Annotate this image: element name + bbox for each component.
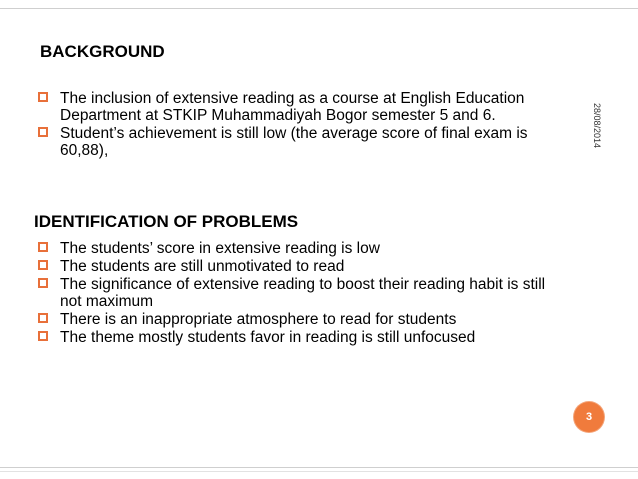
bottom-rule <box>0 467 638 468</box>
page-number-badge: 3 <box>574 402 604 432</box>
square-bullet-icon <box>38 313 48 323</box>
list-item-text: The significance of extensive reading to boost their reading habit is still not maximum <box>60 276 546 310</box>
list-item-text: Student’s achievement is still low (the average score of final exam is 60,88), <box>60 125 528 159</box>
square-bullet-icon <box>38 278 48 288</box>
list-item <box>38 276 548 310</box>
list-item <box>38 125 548 159</box>
list-item-text: The students’ score in extensive reading is low <box>60 240 380 257</box>
problems-heading: IDENTIFICATION OF PROBLEMS <box>34 212 299 231</box>
top-rule <box>0 8 638 9</box>
list-item-text: The theme mostly students favor in reading is still unfocused <box>60 329 476 346</box>
background-list <box>38 90 548 160</box>
square-bullet-icon <box>38 242 48 252</box>
square-bullet-icon <box>38 92 48 102</box>
list-item <box>38 329 548 346</box>
square-bullet-icon <box>38 260 48 270</box>
list-item <box>38 258 548 275</box>
list-item <box>38 240 548 257</box>
square-bullet-icon <box>38 331 48 341</box>
square-bullet-icon <box>38 127 48 137</box>
list-item <box>38 90 548 124</box>
background-heading: BACKGROUND <box>40 42 165 61</box>
slide-date: 28/08/2014 <box>592 103 602 149</box>
list-item-text: There is an inappropriate atmosphere to read for students <box>60 311 457 328</box>
list-item <box>38 311 548 328</box>
problems-list <box>38 240 548 347</box>
bottom-rule-secondary <box>0 471 638 472</box>
list-item-text: The students are still unmotivated to read <box>60 258 345 275</box>
list-item-text: The inclusion of extensive reading as a course at English Education Department at STKIP Muhammadiyah Bogor semester 5 and 6. <box>60 90 525 124</box>
